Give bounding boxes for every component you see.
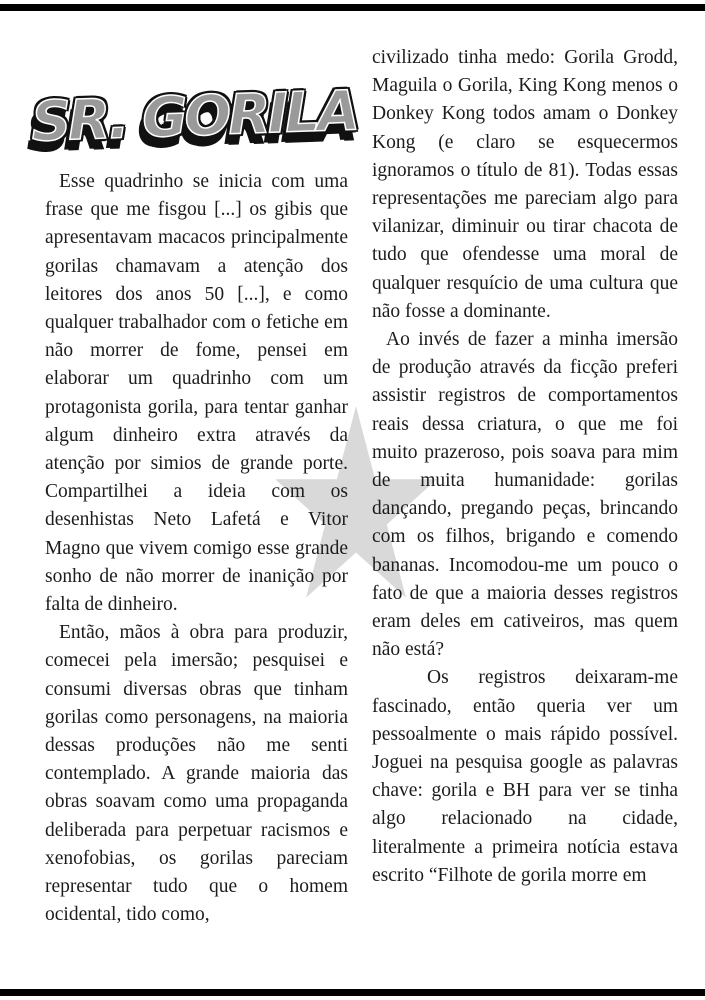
left-text-column (45, 168, 348, 929)
right-text-column (372, 44, 678, 890)
paragraph: civilizado tinha medo: Gorila Grodd, Maguila o Gorila, King Kong menos o Donkey Kong todos amam o Donkey Kong (e claro se esquecermos ignoramos o título de 81). Todas essas representações me pareciam algo para vilanizar, diminuir ou tirar chacota de tudo que ofendesse uma moral de qualquer resquício de uma cultura que não fosse a dominante. (372, 47, 678, 322)
bottom-edge-bar (0, 989, 705, 996)
paragraph: Então, mãos à obra para produzir, comecei pela imersão; pesquisei e consumi diversas obras que tinham gorilas como personagens, na maioria dessas produções não me senti contemplado. A grande maioria das obras soavam como uma propaganda deliberada para perpetuar racismos e xenofobias, os gorilas pareciam representar tudo que o homem ocidental, tido como, (45, 622, 348, 926)
page-title: SR. GORILA (30, 78, 358, 154)
top-edge-bar (0, 4, 705, 11)
paragraph: Esse quadrinho se inicia com uma frase que me fisgou [...] os gibis que apresentavam macacos principalmente gorilas chamavam a atenção dos leitores dos anos 50 [...], e como qualquer trabalhador com o fetiche em não morrer de fome, pensei em elaborar um quadrinho com um protagonista gorila, para tentar ganhar algum dinheiro extra através da atenção por simios de grande porte. Compartilhei a ideia com os desenhistas Neto Lafetá e Vitor Magno que vivem comigo esse grande sonho de não morrer de inanição por falta de dinheiro. (45, 171, 348, 616)
paragraph: Ao invés de fazer a minha imersão de produção através da ficção preferi assistir registros de comportamentos reais dessa criatura, o que me foi muito prazeroso, pois soava para mim de muita humanidade: gorilas dançando, pregando peças, brincando com os filhos, brigando e comendo bananas. Incomodou-me um pouco o fato de que a maioria desses registros eram deles em cativeiros, mas quem não está? (372, 329, 678, 661)
paragraph: Os registros deixaram-me fascinado, então queria ver um pessoalmente o mais rápido possível. Joguei na pesquisa google as palavras chave: gorila e BH para ver se tinha algo relacionado na cidade, literalmente a primeira notícia estava escrito “Filhote de gorila morre em (372, 667, 678, 886)
